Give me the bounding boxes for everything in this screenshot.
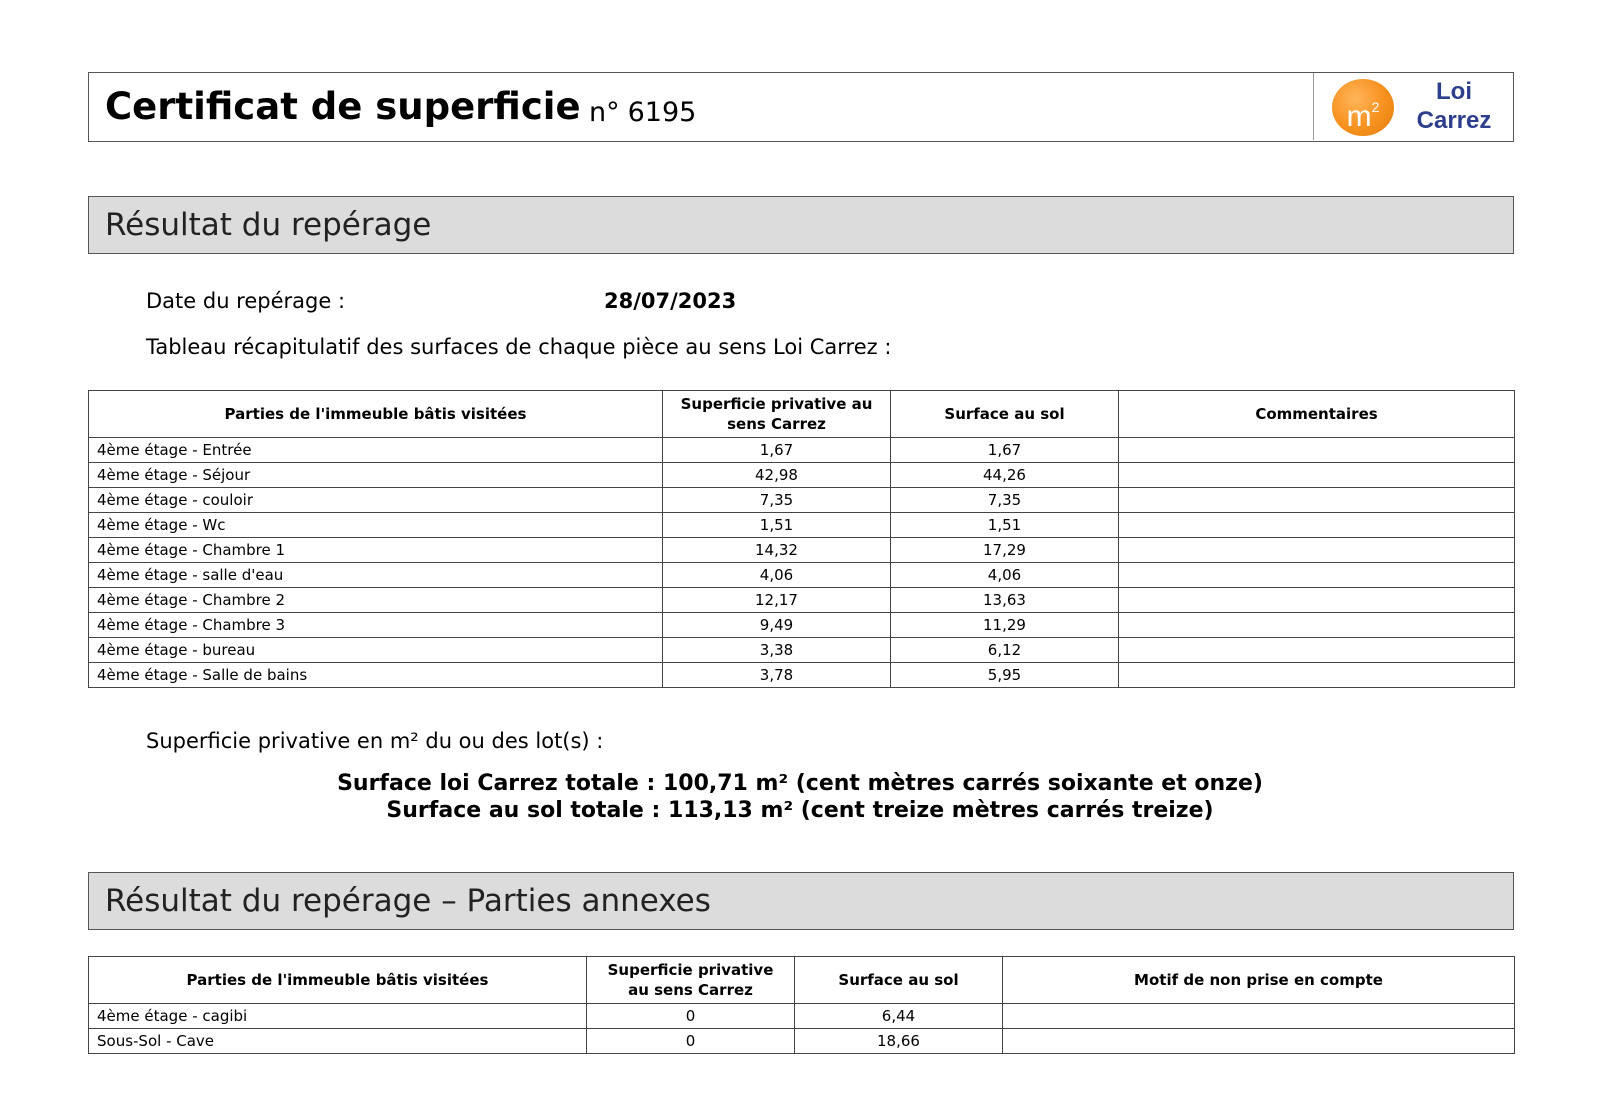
logo-line-1: Loi: [1436, 78, 1472, 105]
table-row: [89, 538, 1515, 563]
total-sol: Surface au sol totale : 113,13 m² (cent treize mètres carrés treize): [386, 798, 1214, 823]
surfaces-table: [88, 390, 1515, 688]
cell-comment: [1119, 488, 1515, 513]
cell-partie: 4ème étage - Séjour: [89, 463, 663, 488]
total-carrez: Surface loi Carrez totale : 100,71 m² (cent mètres carrés soixante et onze): [337, 771, 1263, 796]
cell-partie: 4ème étage - Chambre 1: [89, 538, 663, 563]
cell-partie: 4ème étage - Chambre 3: [89, 613, 663, 638]
cell-partie: 4ème étage - Entrée: [89, 438, 663, 463]
col-header-motif: Motif de non prise en compte: [1003, 957, 1515, 1004]
cell-comment: [1119, 638, 1515, 663]
table-row: [89, 488, 1515, 513]
table-row: [89, 563, 1515, 588]
cell-partie: 4ème étage - salle d'eau: [89, 563, 663, 588]
cell-comment: [1119, 463, 1515, 488]
cell-sol: 17,29: [891, 538, 1119, 563]
cell-sol: 1,67: [891, 438, 1119, 463]
section-title-resultat: Résultat du repérage: [88, 196, 1514, 254]
certificate-number: [589, 97, 696, 129]
page-title: Certificat de superficie: [105, 85, 581, 128]
cell-carrez: 0: [587, 1029, 795, 1054]
cell-carrez: 1,51: [663, 513, 891, 538]
date-label: Date du repérage :: [146, 289, 346, 313]
section-title-annexes: Résultat du repérage – Parties annexes: [88, 872, 1514, 930]
cell-sol: 6,12: [891, 638, 1119, 663]
cell-sol: 4,06: [891, 563, 1119, 588]
cell-carrez: 9,49: [663, 613, 891, 638]
cell-partie: 4ème étage - Wc: [89, 513, 663, 538]
cell-carrez: 0: [587, 1004, 795, 1029]
certificate-header: [88, 72, 1514, 142]
cell-sol: 44,26: [891, 463, 1119, 488]
cell-comment: [1119, 663, 1515, 688]
table-header-row: [89, 957, 1515, 1004]
col-header-partie: Parties de l'immeuble bâtis visitées: [89, 957, 587, 1004]
cell-sol: 18,66: [795, 1029, 1003, 1054]
cell-carrez: 42,98: [663, 463, 891, 488]
cell-comment: [1119, 613, 1515, 638]
cell-carrez: 12,17: [663, 588, 891, 613]
table-row: [89, 638, 1515, 663]
cell-partie: 4ème étage - Chambre 2: [89, 588, 663, 613]
loi-carrez-logo: [1313, 73, 1513, 140]
cell-comment: [1119, 563, 1515, 588]
cell-carrez: 4,06: [663, 563, 891, 588]
col-header-carrez: Superficie privative au sens Carrez: [587, 957, 795, 1004]
cell-sol: 13,63: [891, 588, 1119, 613]
cell-sol: 6,44: [795, 1004, 1003, 1029]
logo-symbol: m: [1346, 100, 1372, 133]
cell-carrez: 7,35: [663, 488, 891, 513]
cell-carrez: 14,32: [663, 538, 891, 563]
col-header-carrez: Superficie privative au sens Carrez: [663, 391, 891, 438]
col-header-sol: Surface au sol: [891, 391, 1119, 438]
table-row: [89, 663, 1515, 688]
table-row: [89, 1029, 1515, 1054]
cell-partie: 4ème étage - cagibi: [89, 1004, 587, 1029]
cell-comment: [1119, 438, 1515, 463]
superficie-label: Superficie privative en m² du ou des lot(s) :: [146, 729, 604, 753]
table-row: [89, 1004, 1515, 1029]
number-prefix: n°: [589, 97, 620, 128]
col-header-sol: Surface au sol: [795, 957, 1003, 1004]
cell-partie: Sous-Sol - Cave: [89, 1029, 587, 1054]
logo-superscript: 2: [1371, 99, 1380, 115]
cell-sol: 7,35: [891, 488, 1119, 513]
col-header-partie: Parties de l'immeuble bâtis visitées: [89, 391, 663, 438]
m2-logo-icon: [1332, 79, 1394, 136]
cell-carrez: 3,78: [663, 663, 891, 688]
table-row: [89, 613, 1515, 638]
cell-comment: [1119, 588, 1515, 613]
table-row: [89, 513, 1515, 538]
cell-sol: 5,95: [891, 663, 1119, 688]
number-value: 6195: [627, 97, 697, 128]
cell-carrez: 3,38: [663, 638, 891, 663]
table-row: [89, 438, 1515, 463]
cell-motif: [1003, 1004, 1515, 1029]
cell-sol: 11,29: [891, 613, 1119, 638]
cell-carrez: 1,67: [663, 438, 891, 463]
col-header-commentaires: Commentaires: [1119, 391, 1515, 438]
cell-partie: 4ème étage - Salle de bains: [89, 663, 663, 688]
cell-motif: [1003, 1029, 1515, 1054]
cell-partie: 4ème étage - couloir: [89, 488, 663, 513]
date-value: 28/07/2023: [604, 289, 737, 313]
table-row: [89, 463, 1515, 488]
cell-comment: [1119, 538, 1515, 563]
table-row: [89, 588, 1515, 613]
annexes-table: [88, 956, 1515, 1054]
table-header-row: [89, 391, 1515, 438]
table-intro: Tableau récapitulatif des surfaces de chaque pièce au sens Loi Carrez :: [146, 335, 892, 359]
logo-text: [1404, 77, 1504, 135]
logo-line-2: Carrez: [1416, 107, 1492, 134]
cell-partie: 4ème étage - bureau: [89, 638, 663, 663]
cell-comment: [1119, 513, 1515, 538]
cell-sol: 1,51: [891, 513, 1119, 538]
